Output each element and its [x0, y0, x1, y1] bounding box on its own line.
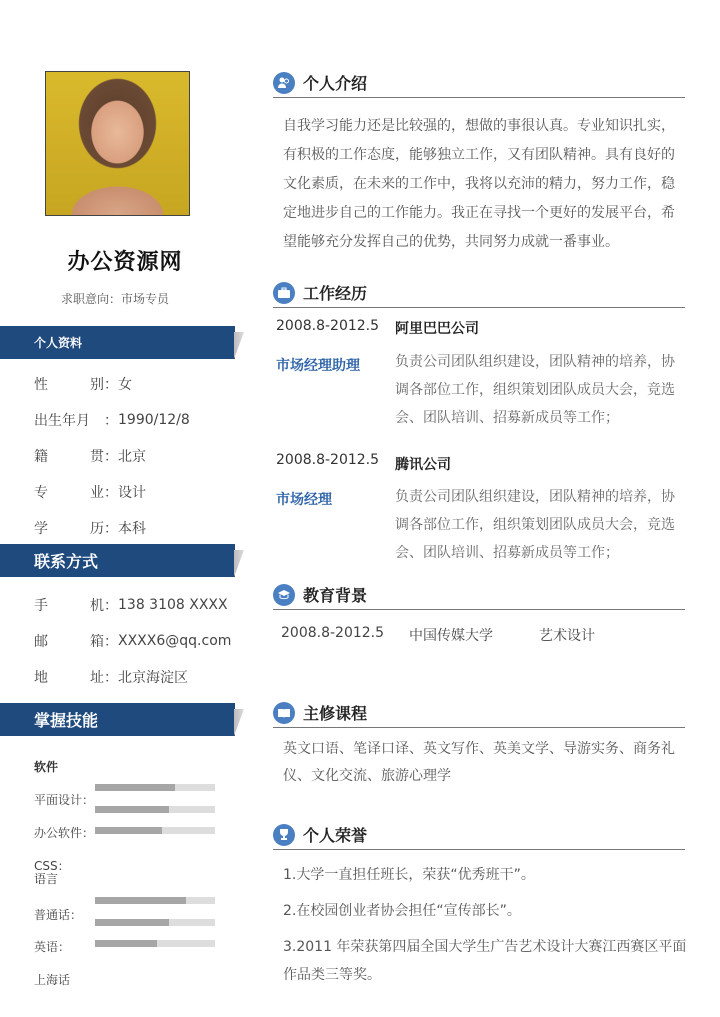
contact-list	[34, 587, 234, 686]
info-row-hometown: 籍 贯 ： 北京	[34, 449, 146, 465]
job-intent: 求职意向：市场专员	[60, 292, 170, 306]
job-desc: 负责公司团队组织建设，团队精神的培养，协调各部位工作，组织策划团队成员大会，竞选会、团队培训、招募新成员等工作；	[395, 489, 675, 561]
job-desc: 负责公司团队组织建设，团队精神的培养，协调各部位工作，组织策划团队成员大会，竞选会、团队培训、招募新成员等工作；	[395, 354, 675, 426]
job-company: 阿里巴巴公司	[395, 321, 479, 337]
honors-header: 个人荣誉	[273, 820, 685, 850]
skill-label: 办公软件：	[34, 826, 95, 840]
briefcase-icon	[273, 282, 295, 304]
personal-info-header: 个人资料	[0, 326, 235, 359]
language-bar	[95, 897, 215, 904]
job-date: 2008.8-2012.5	[276, 318, 380, 334]
contact-phone: 手 机 ： 138 3108 XXXX	[34, 597, 228, 614]
job-intent-value: 市场专员	[121, 292, 170, 306]
honor-item: 3.2011 年荣获第四届全国大学生广告艺术设计大赛江西赛区平面作品类三等奖。	[283, 939, 687, 983]
language-label-clipped: 上海话	[34, 973, 71, 987]
candidate-name: 办公资源网	[67, 250, 183, 275]
skills-software	[34, 758, 234, 873]
courses-text: 英文口语、笔译口译、英文写作、英美文学、导游实务、商务礼仪、文化交流、旅游心理学	[283, 741, 675, 784]
skill-bar	[95, 806, 215, 813]
book-icon	[273, 702, 295, 724]
info-row-gender: 性 别 ： 女	[34, 377, 132, 393]
personal-info-list	[34, 366, 234, 537]
skills-header: 掌握技能	[0, 703, 235, 736]
profile-photo	[45, 71, 190, 216]
graduation-cap-icon	[273, 584, 295, 606]
job-date: 2008.8-2012.5	[276, 452, 380, 468]
info-row-birth: 出生年月 ： 1990/12/8	[34, 412, 190, 429]
education-row: 2008.8-2012.5 中国传媒大学 艺术设计	[281, 625, 595, 644]
skill-label: 平面设计：	[34, 793, 95, 807]
contact-header: 联系方式	[0, 544, 235, 577]
job-role: 市场经理助理	[276, 358, 360, 374]
courses-header: 主修课程	[273, 698, 685, 728]
language-bar	[95, 919, 215, 926]
skills-language	[34, 870, 234, 987]
skill-bar	[95, 827, 215, 834]
job-role: 市场经理	[276, 492, 332, 508]
work-header: 工作经历	[273, 278, 685, 308]
contact-email: 邮 箱 ： XXXX6@qq.com	[34, 633, 232, 650]
honor-item: 2.在校园创业者协会担任“宣传部长”。	[283, 903, 521, 919]
info-row-major: 专 业 ： 设计	[34, 485, 146, 501]
contact-address: 地 址 ： 北京海淀区	[34, 670, 188, 686]
honor-item: 1.大学一直担任班长，荣获“优秀班干”。	[283, 867, 535, 883]
info-row-degree: 学 历 ： 本科	[34, 521, 146, 537]
language-label: 普通话：	[34, 908, 83, 922]
language-title: 语言	[34, 872, 59, 886]
user-group-icon	[273, 72, 295, 94]
left-column	[0, 0, 250, 1017]
software-title: 软件	[34, 760, 59, 774]
skill-label-clipped: CSS：	[34, 859, 70, 873]
intro-header: 个人介绍	[273, 68, 685, 98]
trophy-icon	[273, 824, 295, 846]
language-label: 英语：	[34, 940, 71, 954]
education-header: 教育背景	[273, 580, 685, 610]
language-bar	[95, 940, 215, 947]
job-company: 腾讯公司	[395, 457, 451, 473]
skill-bar	[95, 784, 215, 791]
intro-text: 自我学习能力还是比较强的，想做的事很认真。专业知识扎实，有积极的工作态度，能够独立工作，又有团队精神。具有良好的文化素质，在未来的工作中，我将以充沛的精力，努力工作，稳定地进步自己的工作能力。我正在寻找一个更好的发展平台，希望能够充分发挥自己的优势，共同努力成就一番事业。	[283, 118, 675, 250]
